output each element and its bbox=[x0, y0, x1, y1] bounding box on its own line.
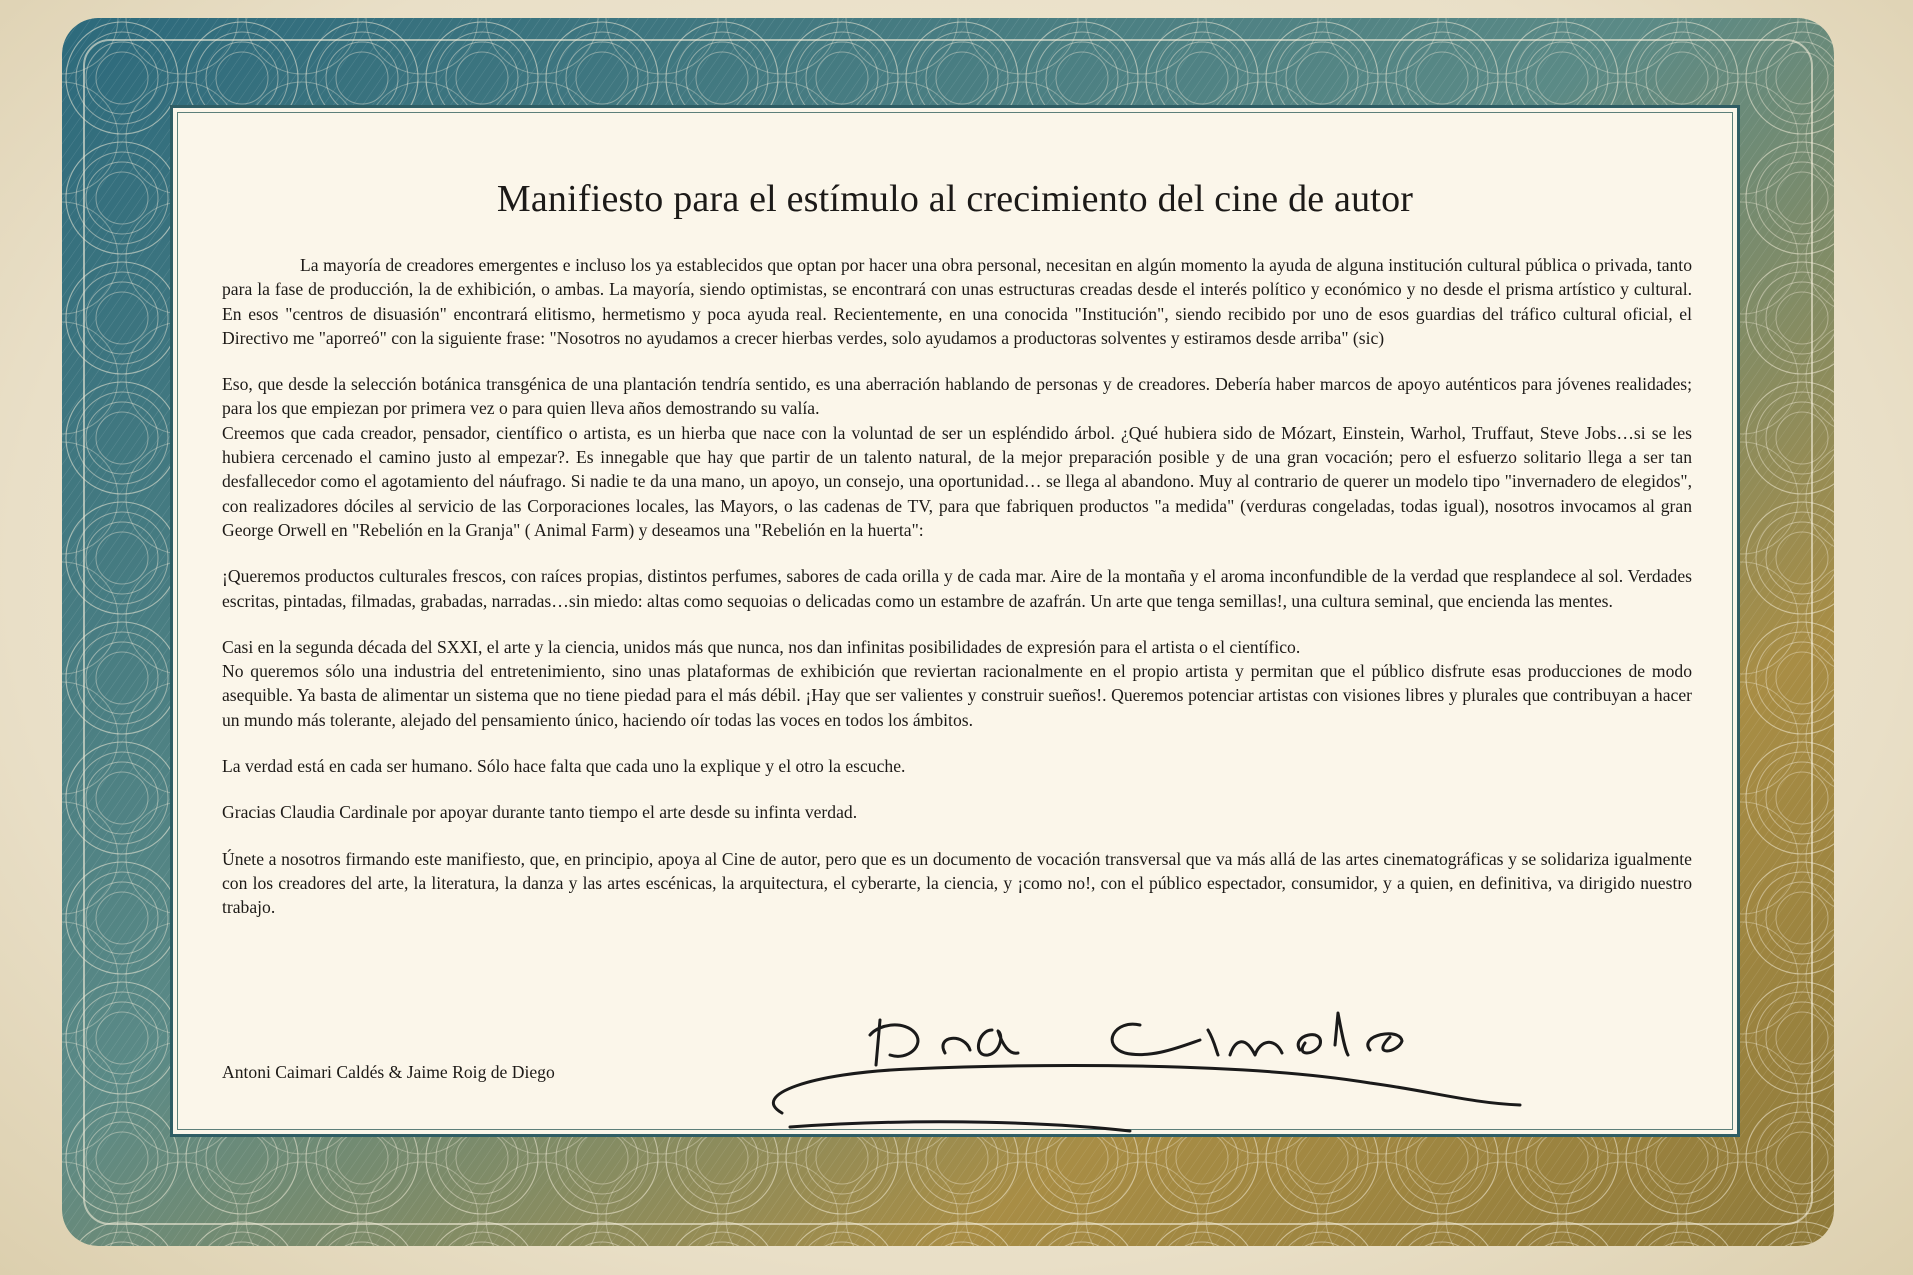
paragraph-gracias: Gracias Claudia Cardinale por apoyar durante tanto tiempo el arte desde su infinta verdad. bbox=[222, 802, 858, 823]
paragraph-queremos: ¡Queremos productos culturales frescos, con raíces propias, distintos perfumes, sabores de cada orilla y de cada mar. Aire de la montaña y el aroma inconfundible de la verdad que resplandece al sol. Verdades escritas, pintadas, filmadas, grabadas, narradas…sin miedo: altas como sequoias o delicadas como un estambre de azafrán. Un arte que tenga semillas!, una cultura seminal, que encienda las mentes. bbox=[222, 566, 1692, 611]
paragraph-industria: No queremos sólo una industria del entretenimiento, sino unas plataformas de exhibición que reviertan racionalmente en el propio artista y permitan que el público disfrute esas producciones de modo asequible. Ya basta de alimentar un sistema que no tiene piedad para el más débil. ¡Hay que ser valientes y construir sueños!. Queremos potenciar artistas con visiones libres y plurales que contribuyan a hacer un mundo más tolerante, alejado del pensamiento único, haciendo oír todas las voces en todos los ámbitos. bbox=[222, 661, 1692, 730]
handwritten-signature bbox=[730, 995, 1550, 1135]
paragraph-intro: La mayoría de creadores emergentes e incluso los ya establecidos que optan por hacer una obra personal, necesitan en algún momento la ayuda de alguna institución cultural pública o privada, tanto para la fase de producción, la de exhibición, o ambas. La mayoría, siendo optimistas, se encontrará con unas estructuras creadas desde el interés político y económico y no desde el prisma artístico y cultural. En esos "centros de disuasión" encontrará elitismo, hermetismo y poca ayuda real. Recientemente, en una conocida "Institución", siendo recibido por uno de esos guardias del tráfico cultural oficial, el Directivo me "aporreó" con la siguiente frase: "Nosotros no ayudamos a crecer hierbas verdes, solo ayudamos a productoras solventes y estiramos desde arriba" (sic) bbox=[222, 255, 1692, 348]
paragraph-unete: Únete a nosotros firmando este manifiesto, que, en principio, apoya al Cine de autor, pero que es un documento de vocación transversal que va más allá de las artes cinematográficas y se solidariza igualmente con los creadores del arte, la literatura, la danza y las artes escénicas, la arquitectura, el cyberarte, la ciencia, y ¡como no!, con el público espectador, consumidor, y a quien, en definitiva, va dirigido nuestro trabajo. bbox=[222, 848, 1692, 918]
document-title: Manifiesto para el estímulo al crecimiento del cine de autor bbox=[496, 178, 1414, 220]
document-panel bbox=[170, 105, 1740, 1137]
paragraph-botanica: Eso, que desde la selección botánica transgénica de una plantación tendría sentido, es una aberración hablando de personas y de creadores. Debería haber marcos de apoyo auténticos para jóvenes realidades; para los que empiezan por primera vez o para quien lleva años demostrando su valía. bbox=[222, 374, 1692, 419]
paragraph-sxxi: Casi en la segunda década del SXXI, el arte y la ciencia, unidos más que nunca, nos dan infinitas posibilidades de expresión para el artista o el científico. bbox=[222, 636, 1301, 657]
paragraph-creemos: Creemos que cada creador, pensador, científico o artista, es un hierba que nace con la voluntad de ser un espléndido árbol. ¿Qué hubiera sido de Mózart, Einstein, Warhol, Truffaut, Steve Jobs…si se les hubiera cercenado el camino justo al empezar?. Es innegable que hay que partir de un talento natural, de la mejor preparación posible y de una gran vocación; pero el esfuerzo solitario llega a ser tan desfallecedor como el agotamiento del náufrago. Si nadie te da una mano, un apoyo, un consejo, una oportunidad… se llega al abandono. Muy al contrario de querer un modelo tipo "invernadero de elegidos", con realizadores dóciles al servicio de las Corporaciones locales, las Mayors, o las cadenas de TV, para que fabriquen productos "a medida" (verduras congeladas, todas igual), nosotros invocamos al gran George Orwell en "Rebelión en la Granja" ( Animal Farm) y deseamos una "Rebelión en la huerta": bbox=[222, 422, 1692, 540]
authors-line: Antoni Caimari Caldés & Jaime Roig de Diego bbox=[222, 1062, 555, 1082]
paragraph-verdad: La verdad está en cada ser humano. Sólo hace falta que cada uno la explique y el otro la escuche. bbox=[222, 756, 906, 777]
document-body bbox=[222, 253, 1692, 942]
